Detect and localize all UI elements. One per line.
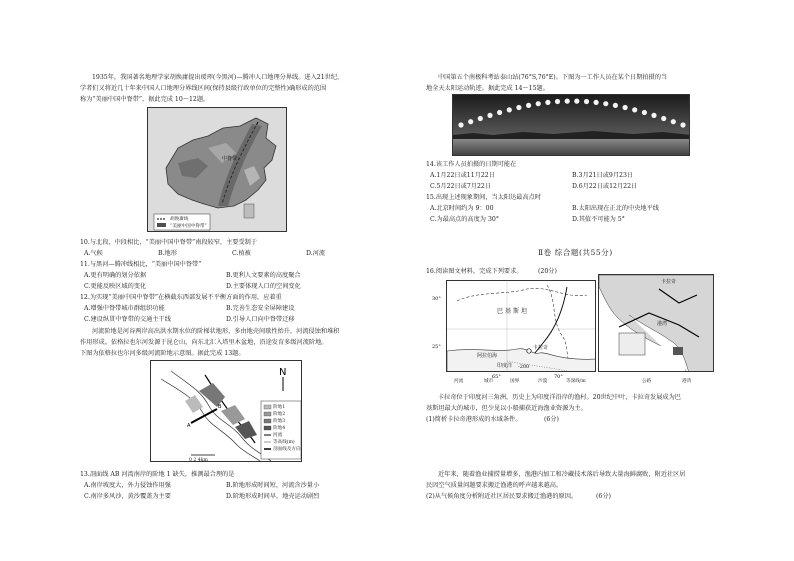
label-arabian-sea: 阿拉伯海 xyxy=(477,353,498,359)
sun-dot xyxy=(603,101,608,106)
q12-option-b[interactable]: B.完善生态安全屏障建设 xyxy=(226,305,295,312)
sun-dot xyxy=(661,116,666,121)
sun-dot xyxy=(458,122,463,127)
q14-option-a[interactable]: A.1月22日或11月22日 xyxy=(430,172,495,179)
q13-option-b[interactable]: B.阶地形成时间短，河流含沙量小 xyxy=(226,482,320,489)
sun-dot xyxy=(536,101,541,106)
map-label-zhongjidai: 中脊带 xyxy=(222,156,238,162)
sun-trajectory-drawing xyxy=(453,95,690,156)
river-intro-line-2: 作用形成。依格拉也尔河发源于昆仑山，向东北汇入塔里木盆地，沿途发育多级河流阶地。 xyxy=(80,339,328,346)
sun-dot xyxy=(651,113,656,118)
legend-border: 国界 xyxy=(510,379,520,384)
sun-dot xyxy=(478,116,483,121)
karachi-port-map xyxy=(598,274,714,372)
sun-dot xyxy=(594,100,599,105)
sun-dot xyxy=(584,99,589,104)
q16-sub-1: (1)简析卡拉奇港形成的水域条件。 xyxy=(426,416,522,423)
q10-option-c[interactable]: C.植被 xyxy=(232,250,251,257)
q13-option-a[interactable]: A.南岸坡度大，外力侵蚀作用强 xyxy=(84,482,171,489)
label-karachi-detail: 卡拉奇 xyxy=(661,279,677,285)
label-indian-ocean: 印度洋 xyxy=(497,363,513,369)
q14-option-c[interactable]: C.5月22日或7月22日 xyxy=(430,183,492,190)
legend-river: 河流 xyxy=(273,433,283,438)
intro-line-1: 1935年，我国著名地理学家胡焕庸提出瑷珲(今黑河)—腾冲人口地理分界线。进入21世纪， xyxy=(92,74,344,81)
sun-intro-line-2: 地全天太阳运动轨迹。据此完成 14～15题。 xyxy=(426,85,549,92)
q11-option-b[interactable]: B.更利人文要素的高度聚合 xyxy=(226,272,301,279)
sun-dot xyxy=(468,119,473,124)
q10-option-b[interactable]: B.地形 xyxy=(158,250,177,257)
q10-option-d[interactable]: D.河流 xyxy=(306,250,326,257)
legend-city: 城市 xyxy=(484,379,494,384)
china-map-figure xyxy=(147,107,287,232)
sun-dot xyxy=(487,113,492,118)
lat-30: 30° xyxy=(432,296,441,302)
q14-option-d[interactable]: D.6月22日或12月22日 xyxy=(572,183,638,190)
q12-stem: 12.为实现“美丽中国中脊带”在横截东西部发展不平衡方面的作用，应着重 xyxy=(80,294,282,301)
q16-material-1-line-2: 基斯坦最大的城市，但少见以小船捕获近海渔业资源为主。 xyxy=(426,405,587,412)
q16-material-2-line-1: 近年来，随着渔业捕捞量增多，渔港内加工和冷藏技术落后导致大量海鲜腐败，附近社区居 xyxy=(438,471,686,478)
svg-text:A: A xyxy=(187,423,191,429)
river-terrace-map xyxy=(150,360,302,462)
q13-stem: 13.剖面线 AB 河湾南岸的阶地 1 缺失，推测最合理的是 xyxy=(80,471,235,478)
legend-harbor: 港湾 xyxy=(682,379,692,384)
q16-stem: 16.阅读图文材料，完成下列要求。 xyxy=(426,268,523,275)
legend-terrace-4: 阶地4 xyxy=(273,426,286,431)
scale-bar: 0 2 4km xyxy=(189,458,208,462)
sun-dot xyxy=(642,110,647,115)
legend-desert: 沙漠 xyxy=(538,379,548,384)
legend-road: 公路 xyxy=(642,379,652,384)
q14-option-b[interactable]: B.3月21日或9月23日 xyxy=(572,172,634,179)
pakistan-map xyxy=(446,280,596,372)
intro-line-2: 学者们又将近几十年来中国人口地理分界线区间(保持县级行政单位的完整性)确形成的范围 xyxy=(80,85,327,92)
q10-stem: 10.与北段、中段相比，“美丽中国中脊带”南段较窄，主要受制于 xyxy=(80,239,258,246)
q15-option-a[interactable]: A.北京时间约为 9：00 xyxy=(430,205,494,212)
q10-option-a[interactable]: A.气候 xyxy=(84,250,103,257)
sun-dot xyxy=(516,105,521,110)
q16-points: (20分) xyxy=(538,268,557,275)
legend-river-16: 河流 xyxy=(454,379,464,384)
legend-profile-line: 剖面线及方向 xyxy=(273,447,301,452)
lon-65: 65° xyxy=(492,374,501,380)
label-harbor: 港湾 xyxy=(657,321,668,327)
sun-dot xyxy=(680,122,685,127)
legend-contour: 等高线(m) xyxy=(273,440,295,445)
sun-dot xyxy=(526,103,531,108)
q16-legend xyxy=(446,378,716,386)
q12-option-d[interactable]: D.引导人口向中脊带迁移 xyxy=(226,316,295,323)
sun-dot xyxy=(497,110,502,115)
q15-option-d[interactable]: D.其值不可能为 5° xyxy=(572,216,625,223)
lat-25: 25° xyxy=(432,344,441,350)
q12-option-c[interactable]: C.建设纵贯中脊带的交通主干线 xyxy=(84,316,171,323)
q12-option-a[interactable]: A.增强中脊带城市群组织功能 xyxy=(84,305,165,312)
intro-line-3: 称为“美丽中国中脊带”。据此完成 10～12题。 xyxy=(80,96,210,103)
label-pakistan: 巴基斯坦 xyxy=(497,308,530,315)
q15-option-b[interactable]: B.太阳出现在正北的中央地平线 xyxy=(572,205,659,212)
q16-material-1-line-1: 卡拉奇位于印度河三角洲，历史上为印度洋沿岸的渔村。20世纪中叶，卡拉奇发展成为巴 xyxy=(438,394,681,401)
q11-option-c[interactable]: C.更能反映区域的变化 xyxy=(84,283,147,290)
sun-intro-line-1: 中国第五个南极科考站泰山站(76°S,76°E)。下图为一工作人员在某个日期拍摄的当 xyxy=(438,74,668,81)
sun-trajectory-photo xyxy=(452,94,690,156)
svg-text:N: N xyxy=(279,367,287,378)
legend-terrace-3: 阶地3 xyxy=(273,419,286,424)
sun-dot xyxy=(623,105,628,110)
q11-option-a[interactable]: A.更有明确的划分依据 xyxy=(84,272,147,279)
sun-dot xyxy=(555,99,560,104)
q15-stem: 15.出现上述现象期间，当太阳达最高点时 xyxy=(426,194,542,201)
q15-option-c[interactable]: C.为最高点的高度为 30° xyxy=(430,216,499,223)
section-title: Ⅱ卷 综合题(共55分) xyxy=(538,248,613,257)
lon-70: 70° xyxy=(554,374,563,380)
sun-dot xyxy=(565,99,570,104)
sun-dot xyxy=(632,107,637,112)
isobath-200: -200 xyxy=(518,364,530,370)
river-intro-line-1: 河流阶地是河谷两岸高出洪水期水位的阶梯状地形，多由地壳间歇性抬升，河流侵蚀和堆积 xyxy=(92,328,340,335)
legend-isobath: 等深线/m xyxy=(566,379,586,384)
legend-huhuanyong-line: 胡焕庸线 xyxy=(170,217,189,222)
legend-terrace-2: 阶地2 xyxy=(273,412,286,417)
china-map xyxy=(148,108,287,232)
q14-stem: 14.该工作人员拍摄的日期可能在 xyxy=(426,161,517,168)
label-karachi: 卡拉奇 xyxy=(533,345,549,351)
sun-dot xyxy=(671,119,676,124)
sun-dot xyxy=(545,100,550,105)
river-intro-line-3: 下图为依格拉也尔河多级河流阶地示意图。据此完成 13题。 xyxy=(80,350,245,357)
q16-sub-1-points: (6分) xyxy=(544,416,559,423)
q13-option-c[interactable]: C.南岸多风沙，黄沙覆盖为主要 xyxy=(84,493,171,500)
legend-zhongjidai: “美丽中国中脊带” xyxy=(170,224,207,229)
sun-dot xyxy=(507,107,512,112)
q16-material-2-line-2: 民因空气质量问题要求搬迁渔港的呼声越来越高。 xyxy=(426,482,563,489)
legend-terrace-1: 阶地1 xyxy=(273,405,286,410)
svg-text:B: B xyxy=(218,404,222,410)
sun-dot xyxy=(574,99,579,104)
q11-option-d[interactable]: D.主要体现人口的空间变化 xyxy=(226,283,301,290)
q11-stem: 11.与黑河—腾冲线相比，“美丽中国中脊带” xyxy=(80,261,202,268)
sun-dot xyxy=(613,103,618,108)
pakistan-map-drawing xyxy=(447,281,596,372)
q16-sub-2-points: (6分) xyxy=(596,493,611,500)
q13-option-d[interactable]: D.阶地形成时间早，地壳运动剧烈 xyxy=(226,493,320,500)
q16-sub-2: (2)从气候角度分析附近社区居民要求搬迁渔港的原因。 xyxy=(426,493,578,500)
